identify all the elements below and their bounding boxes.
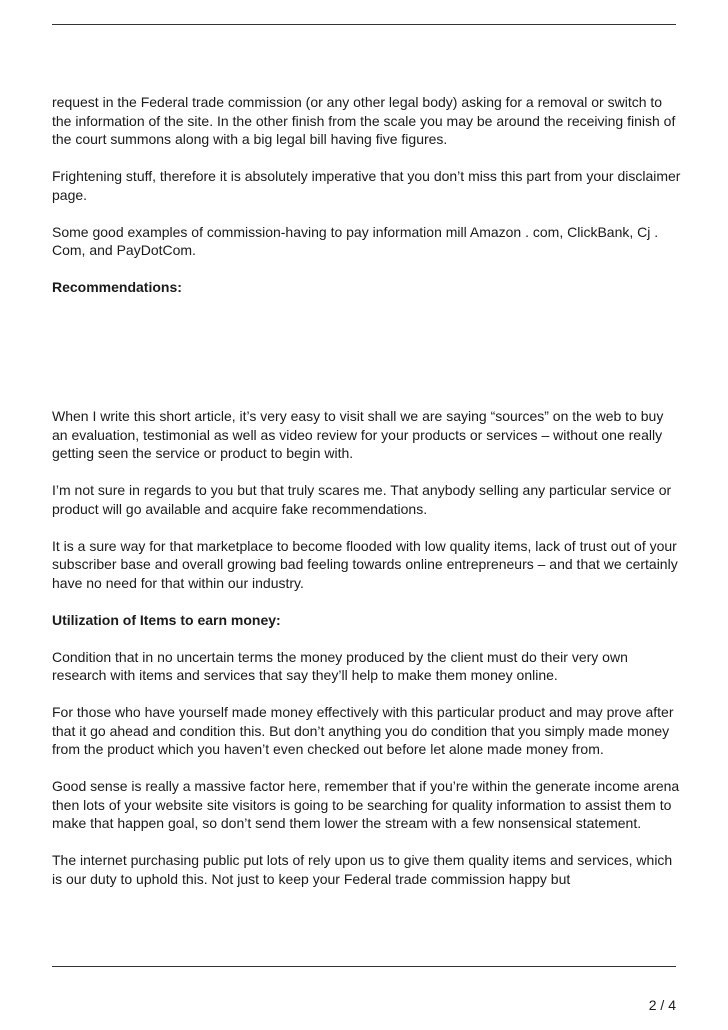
paragraph: I’m not sure in regards to you but that truly scares me. That anybody selling any particular service or product will go available and acquire fake recommendations. bbox=[52, 482, 672, 517]
paragraph: It is a sure way for that marketplace to become flooded with low quality items, lack of trust out of your subscriber base and overall growing bad feeling towards online entrepreneurs – and that we certainly have no need for that within our industry. bbox=[52, 537, 678, 591]
header-rule bbox=[52, 24, 676, 25]
blank-spacer bbox=[52, 315, 682, 407]
paragraph: Frightening stuff, therefore it is absolutely imperative that you don’t miss this part from your disclaimer page. bbox=[52, 168, 681, 203]
section-heading-recommendations: Recommendations: bbox=[52, 279, 182, 295]
paragraph: Condition that in no uncertain terms the money produced by the client must do their very own research with items and services that say they’ll help to make them money online. bbox=[52, 648, 628, 683]
paragraph: For those who have yourself made money effectively with this particular product and may prove after that it go ahead and condition this. But don’t anything you do condition that you simply made money from the product which you haven’t even checked out before let alone made money from. bbox=[52, 704, 674, 757]
footer-rule bbox=[52, 966, 676, 967]
paragraph: Good sense is really a massive factor here, remember that if you’re within the generate income arena then lots of your website site visitors is going to be searching for quality information to assist them to make that happen goal, so don’t send them lower the stream with a few nonsensical statement. bbox=[52, 778, 680, 831]
paragraph: The internet purchasing public put lots of rely upon us to give them quality items and services, which is our duty to uphold this. Not just to keep your Federal trade commission happy but bbox=[52, 852, 673, 887]
section-heading-utilization: Utilization of Items to earn money: bbox=[52, 611, 281, 628]
paragraph: request in the Federal trade commission (or any other legal body) asking for a removal or switch to the information of the site. In the other finish from the scale you may be around the receiving finish of the court summons along with a big legal bill having five figures. bbox=[52, 94, 676, 147]
paragraph: Some good examples of commission-having to pay information mill Amazon . com, ClickBank, Cj . Com, and PayDotCom. bbox=[52, 223, 659, 258]
paragraph: When I write this short article, it’s very easy to visit shall we are saying “sources” on the web to buy an evaluation, testimonial as well as video review for your products or services – without one really getting seen the service or product to begin with. bbox=[52, 408, 664, 461]
page-number: 2 / 4 bbox=[648, 997, 676, 1013]
document-body bbox=[52, 93, 682, 907]
